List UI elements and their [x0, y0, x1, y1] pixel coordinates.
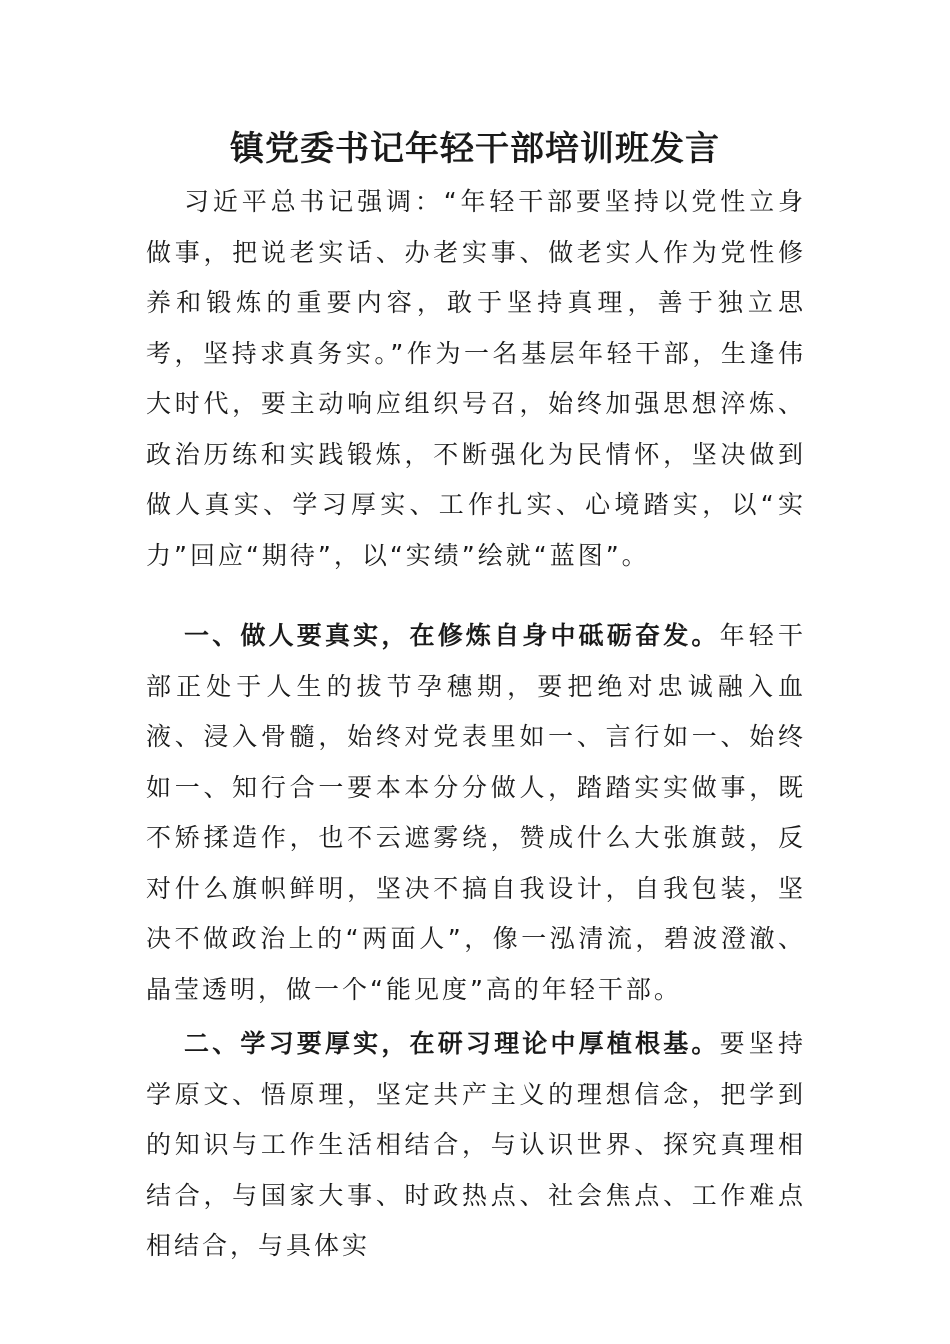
section-2-paragraph	[146, 1019, 806, 1272]
section-2-body: 要坚持学原文、悟原理，坚定共产主义的理想信念，把学到的知识与工作生活相结合，与认识世界、探究真理相结合，与国家大事、时政热点、社会焦点、工作难点相结合，与具体实	[146, 1029, 806, 1260]
intro-paragraph: 习近平总书记强调：“年轻干部要坚持以党性立身做事，把说老实话、办老实事、做老实人作为党性修养和锻炼的重要内容，敢于坚持真理，善于独立思考，坚持求真务实。”作为一名基层年轻干部，生逢伟大时代，要主动响应组织号召，始终加强思想淬炼、政治历练和实践锻炼，不断强化为民情怀，坚决做到做人真实、学习厚实、工作扎实、心境踏实，以“实力”回应“期待”，以“实绩”绘就“蓝图”。	[146, 187, 806, 570]
document-title: 镇党委书记年轻干部培训班发言	[230, 129, 720, 169]
section-1-heading: 一、做人要真实，在修炼自身中砥砺奋发。	[184, 621, 720, 650]
section-1-paragraph	[146, 611, 806, 1015]
section-2-heading: 二、学习要厚实，在研习理论中厚植根基。	[184, 1029, 720, 1058]
section-1-body: 年轻干部正处于人生的拔节孕穗期，要把绝对忠诚融入血液、浸入骨髓，始终对党表里如一、言行如一、始终如一、知行合一要本本分分做人，踏踏实实做事，既不矫揉造作，也不云遮雾绕，赞成什么大张旗鼓，反对什么旗帜鲜明，坚决不搞自我设计，自我包装，坚决不做政治上的“两面人”，像一泓清流，碧波澄澈、晶莹透明，做一个“能见度”高的年轻干部。	[146, 621, 806, 1004]
